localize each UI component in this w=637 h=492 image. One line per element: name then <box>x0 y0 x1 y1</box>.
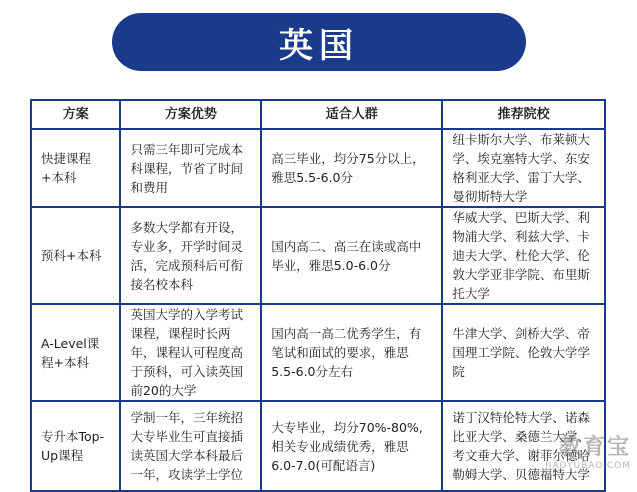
page-title: 英国 <box>279 25 359 66</box>
table-row <box>31 129 605 207</box>
watermark-logo-text: 教育宝 <box>558 435 631 460</box>
header-audience: 适合人群 <box>261 100 442 129</box>
cell-audience: 高三毕业，均分75分以上，雅思5.5-6.0分 <box>261 129 442 207</box>
cell-advantage: 只需三年即可完成本科课程，节省了时间和费用 <box>120 129 261 207</box>
table-header-row <box>31 100 605 129</box>
cell-schools: 牛津大学、剑桥大学、帝国理工学院、伦敦大学学院 <box>442 304 605 401</box>
cell-audience: 大专毕业，均分70%-80%,相关专业成绩优秀，雅思6.0-7.0(可配语言) <box>261 401 442 491</box>
cell-audience: 国内高一高二优秀学生，有笔试和面试的要求，雅思5.5-6.0分左右 <box>261 304 442 401</box>
cell-plan: A-Level课程+本科 <box>31 304 120 401</box>
cell-advantage: 英国大学的入学考试课程，课程时长两年，课程认可程度高于预科，可入读英国前20的大学 <box>120 304 261 401</box>
watermark-domain: JIAOYUBAO.COM <box>545 461 631 471</box>
table-row <box>31 401 605 491</box>
cell-advantage: 多数大学都有开设，专业多，开学时间灵活，完成预科后可衔接名校本科 <box>120 207 261 304</box>
cell-schools: 诺丁汉特伦特大学、诺森比亚大学、桑德兰大学、考文垂大学、谢菲尔德哈勒姆大学、贝德福特大学 <box>442 401 605 491</box>
cell-plan: 快捷课程+本科 <box>31 129 120 207</box>
table-row <box>31 304 605 401</box>
cell-plan: 预科+本科 <box>31 207 120 304</box>
header-plan: 方案 <box>31 100 120 129</box>
cell-schools: 纽卡斯尔大学、布莱顿大学、埃克塞特大学、东安格利亚大学、雷丁大学、曼彻斯特大学 <box>442 129 605 207</box>
cell-advantage: 学制一年，三年统招大专毕业生可直接插读英国大学本科最后一年，攻读学士学位 <box>120 401 261 491</box>
site-watermark <box>545 430 631 471</box>
study-plan-table <box>30 99 606 492</box>
table-row <box>31 207 605 304</box>
title-banner <box>112 13 526 71</box>
cell-audience: 国内高二、高三在读或高中毕业，雅思5.0-6.0分 <box>261 207 442 304</box>
header-advantage: 方案优势 <box>120 100 261 129</box>
cell-schools: 华威大学、巴斯大学、利物浦大学、利兹大学、卡迪夫大学、杜伦大学、伦敦大学亚非学院、布里斯托大学 <box>442 207 605 304</box>
header-schools: 推荐院校 <box>442 100 605 129</box>
cell-plan: 专升本Top-Up课程 <box>31 401 120 491</box>
